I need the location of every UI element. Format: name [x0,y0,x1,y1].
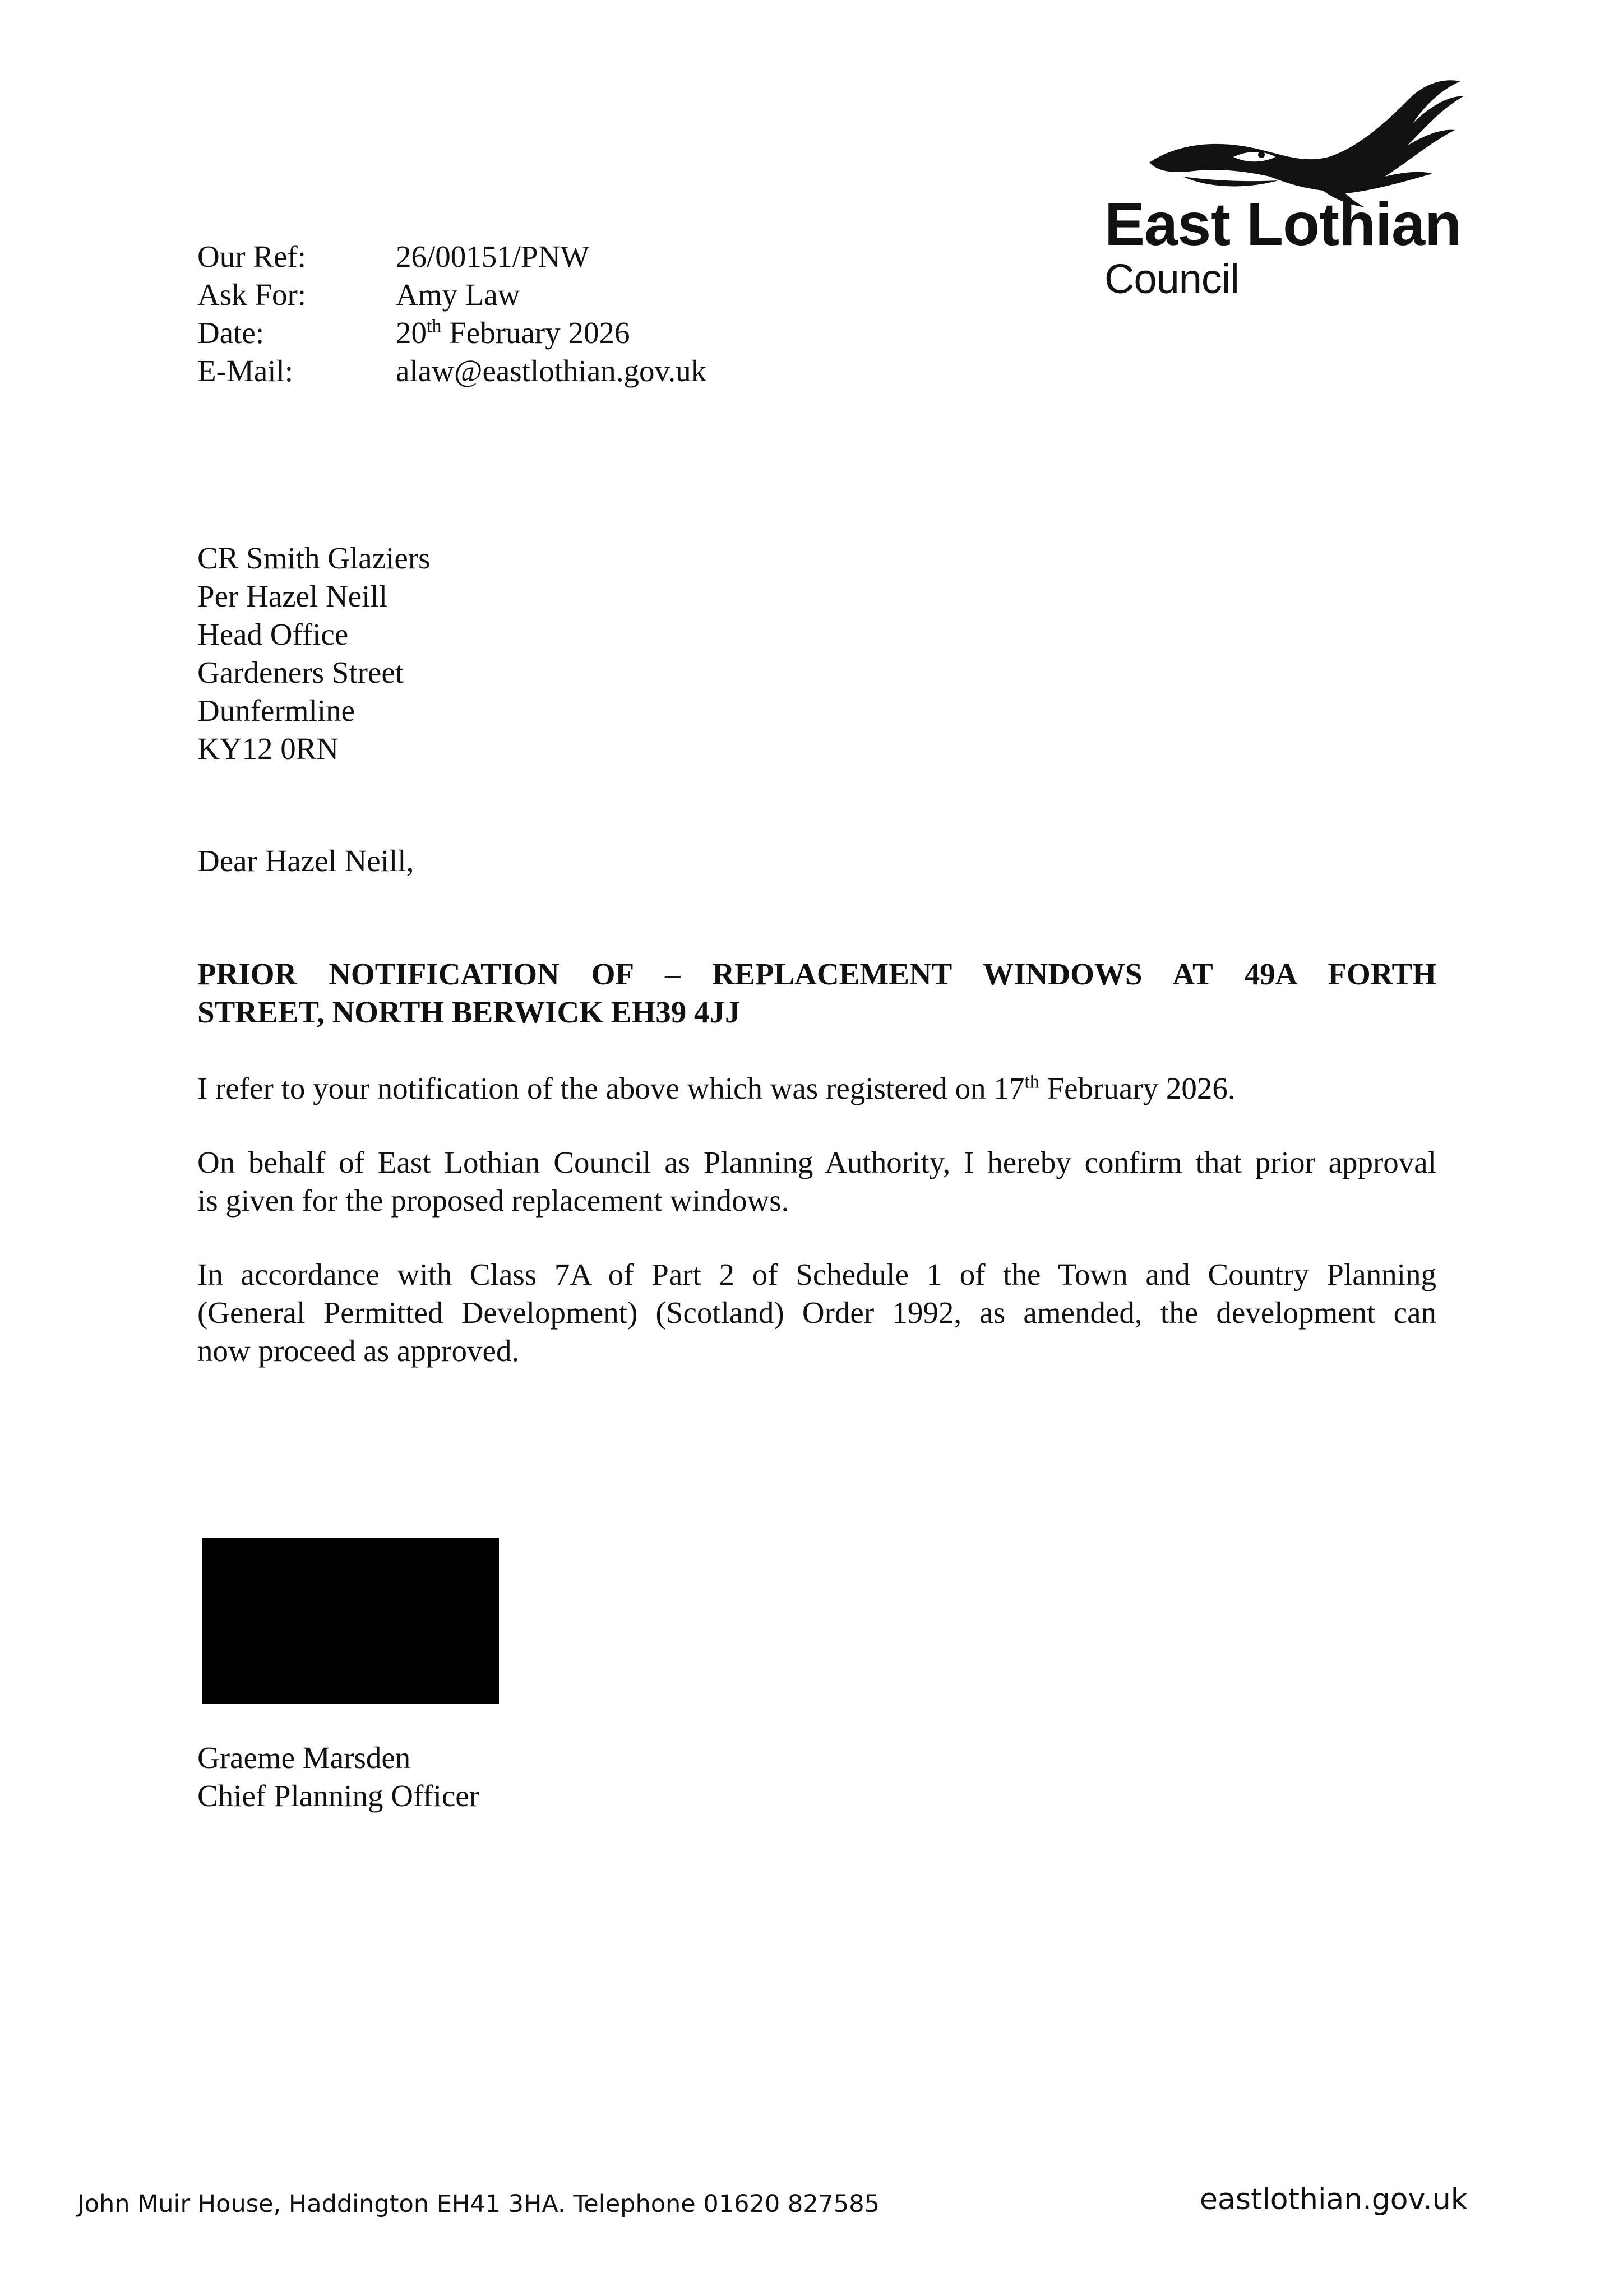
paragraph-legislation [197,1256,1436,1370]
address-line: Dunfermline [197,693,355,728]
ordinal-suffix: th [1024,1071,1039,1093]
paragraph-line: is given for the proposed replacement windows. [197,1183,789,1218]
signatory [197,1739,479,1815]
eagle-icon [1149,78,1463,207]
footer-address: John Muir House, Haddington EH41 3HA. Telephone 01620 827585 [77,2190,880,2218]
our-ref-value: 26/00151/PNW [396,239,590,274]
address-line: CR Smith Glaziers [197,541,431,575]
address-line: Per Hazel Neill [197,579,388,613]
ref-row-email [197,352,706,390]
redacted-signature [202,1538,499,1704]
paragraph-line: (General Permitted Development) (Scotland) Order 1992, as amended, the development can [197,1295,1436,1330]
subject-heading [197,955,1436,1031]
date-label: Date: [197,316,265,350]
our-ref-label: Our Ref: [197,239,306,274]
address-line: Head Office [197,617,349,651]
ref-row-date [197,314,706,352]
ask-for-label: Ask For: [197,277,307,312]
salutation: Dear Hazel Neill, [197,844,414,878]
date-day: 20 [396,316,427,350]
paragraph-approval [197,1144,1436,1220]
ref-row-ask-for [197,276,706,314]
address-line: Gardeners Street [197,655,404,689]
subject-line: STREET, NORTH BERWICK EH39 4JJ [197,995,741,1029]
email-value: alaw@eastlothian.gov.uk [396,354,707,388]
signatory-name: Graeme Marsden [197,1740,411,1775]
signatory-title: Chief Planning Officer [197,1779,480,1813]
email-label: E-Mail: [197,354,294,388]
paragraph-text: I refer to your notification of the above which was registered on 17 [197,1071,1025,1105]
paragraph-text: February 2026. [1039,1071,1236,1105]
paragraph-line: In accordance with Class 7A of Part 2 of Schedule 1 of the Town and Country Planning [197,1257,1436,1292]
logo-sub: Council [1104,256,1239,302]
ask-for-value: Amy Law [396,277,520,312]
logo-name: East Lothian [1104,190,1462,258]
address-line: KY12 0RN [197,732,339,766]
date-rest: February 2026 [441,316,630,350]
paragraph-line: now proceed as approved. [197,1334,520,1368]
council-logo [1104,78,1530,303]
recipient-address [197,539,431,768]
paragraph-reference [197,1070,1436,1108]
date-value [396,314,630,352]
subject-line: PRIOR NOTIFICATION OF – REPLACEMENT WINDOWS AT 49A FORTH [197,957,1436,991]
reference-block [197,238,706,390]
date-suffix: th [427,316,442,337]
paragraph-line: On behalf of East Lothian Council as Planning Authority, I hereby confirm that prior approval [197,1145,1436,1179]
ref-row-our-ref [197,238,706,276]
footer-website: eastlothian.gov.uk [1200,2183,1468,2216]
